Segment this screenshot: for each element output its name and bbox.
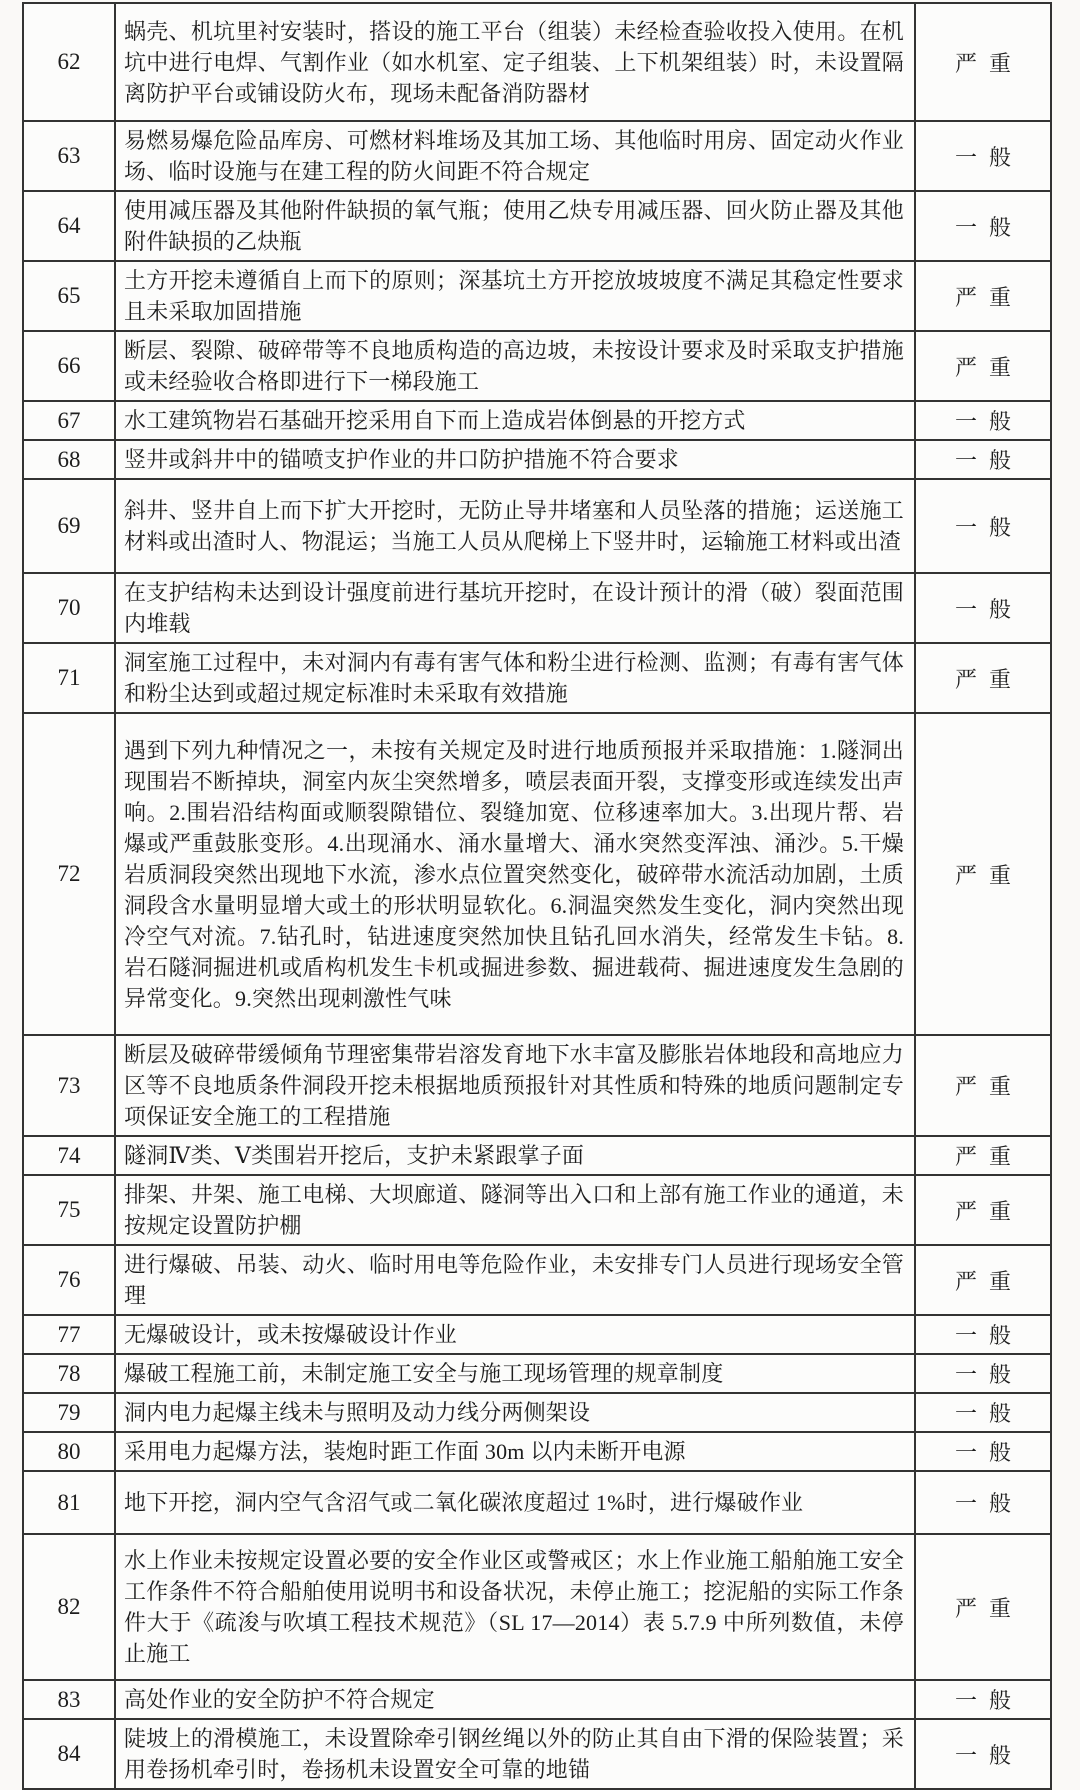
table-row [24,4,1052,122]
row-severity: 一般 [954,1688,1023,1713]
row-description: 地下开挖，洞内空气含沼气或二氧化碳浓度超过 1%时，进行爆破作业 [124,1490,804,1515]
row-description-cell [116,714,916,1034]
row-number: 83 [57,1686,81,1712]
row-description-cell [116,1176,916,1244]
row-description-cell [116,441,916,478]
table-row [24,192,1052,262]
row-number-cell [24,1433,116,1470]
table-row [24,441,1052,480]
row-number-cell [24,1176,116,1244]
table-row [24,122,1052,192]
row-description: 遇到下列九种情况之一，未按有关规定及时进行地质预报并采取措施：1.隧洞出现围岩不断掉块，洞室内灰尘突然增多，喷层表面开裂，支撑变形或连续发出声响。2.围岩沿结构面或顺裂隙错位、裂缝加宽、位移速率加大。3.出现片帮、岩爆或严重鼓胀变形。4.出现涌水、涌水量增大、涌水突然变浑浊、涌沙。5.干燥岩质洞段突然出现地下水流，渗水点位置突然变化，破碎带水流活动加剧，土质洞段含水量明显增大或土的形状明显软化。6.洞温突然发生变化，洞内突然出现冷空气对流。7.钻孔时，钻进速度突然加快且钻孔回水消失，经常发生卡钻。8.岩石隧洞掘进机或盾构机发生卡机或掘进参数、掘进载荷、掘进速度发生急剧的异常变化。9.突然出现刺激性气味 [124,737,904,1011]
row-severity: 严重 [954,1595,1023,1621]
row-severity-cell [916,1176,1052,1244]
row-description-cell [116,402,916,439]
row-number: 74 [57,1142,81,1168]
row-severity-cell [916,644,1052,712]
row-description: 采用电力起爆方法，装炮时距工作面 30m 以内未断开电源 [124,1439,686,1464]
row-number: 76 [57,1267,81,1292]
row-description: 无爆破设计，或未按爆破设计作业 [124,1322,458,1347]
row-severity: 严重 [954,1268,1023,1294]
row-number: 75 [57,1197,81,1222]
row-severity: 严重 [954,862,1023,888]
row-severity-cell [916,1316,1052,1353]
table-row [24,574,1052,644]
row-description-cell [116,1394,916,1431]
row-severity-cell [916,1681,1052,1718]
row-severity: 一般 [954,1440,1023,1465]
row-severity-cell [916,1720,1052,1788]
row-description: 排架、井架、施工电梯、大坝廊道、隧洞等出入口和上部有施工作业的通道，未按规定设置防护棚 [124,1182,904,1238]
row-severity: 一般 [954,1362,1023,1387]
table-row [24,644,1052,714]
row-number: 78 [57,1360,81,1386]
row-severity-cell [916,574,1052,642]
row-number-cell [24,644,116,712]
row-number: 79 [57,1399,81,1425]
row-number-cell [24,1394,116,1431]
row-severity-cell [916,262,1052,330]
row-number: 72 [57,861,81,886]
row-severity: 一般 [954,144,1023,170]
row-description-cell [116,1720,916,1788]
row-number: 68 [57,446,81,472]
row-number-cell [24,192,116,260]
row-number: 69 [57,513,81,538]
row-number: 80 [57,1438,81,1464]
row-description: 高处作业的安全防护不符合规定 [124,1687,435,1712]
row-description-cell [116,192,916,260]
row-number: 64 [57,213,81,238]
row-number-cell [24,1720,116,1788]
table-row [24,1355,1052,1394]
row-description: 土方开挖未遵循自上而下的原则；深基坑土方开挖放坡坡度不满足其稳定性要求且未采取加固措施 [124,268,904,324]
row-number-cell [24,1036,116,1135]
row-severity-cell [916,4,1052,120]
row-description-cell [116,1433,916,1470]
row-description: 水上作业未按规定设置必要的安全作业区或警戒区；水上作业施工船舶施工安全工作条件不符合船舶使用说明书和设备状况，未停止施工；挖泥船的实际工作条件大于《疏浚与吹填工程技术规范》（SL 17—2014）表 5.7.9 中所列数值，未停止施工 [124,1548,904,1666]
row-number: 67 [57,407,81,433]
row-number-cell [24,1472,116,1533]
row-description-cell [116,480,916,572]
row-severity-cell [916,332,1052,400]
row-description-cell [116,1681,916,1718]
row-number-cell [24,441,116,478]
row-number: 66 [57,353,81,378]
row-severity-cell [916,1036,1052,1135]
table-row [24,1246,1052,1316]
row-severity: 严重 [954,1198,1023,1224]
row-number-cell [24,1355,116,1392]
row-description: 使用减压器及其他附件缺损的氧气瓶；使用乙炔专用减压器、回火防止器及其他附件缺损的乙炔瓶 [124,198,904,254]
table-row [24,714,1052,1036]
row-severity: 一般 [954,596,1023,622]
row-number: 77 [57,1321,81,1347]
row-description-cell [116,262,916,330]
row-number-cell [24,1246,116,1314]
row-number-cell [24,332,116,400]
row-description: 洞内电力起爆主线未与照明及动力线分两侧架设 [124,1400,591,1425]
row-severity-cell [916,1137,1052,1174]
row-description: 陡坡上的滑模施工，未设置除牵引钢丝绳以外的防止其自由下滑的保险装置；采用卷扬机牵引时，卷扬机未设置安全可靠的地锚 [124,1726,904,1782]
row-number-cell [24,4,116,120]
safety-violations-table [22,2,1052,1790]
row-severity: 严重 [954,284,1023,310]
row-severity-cell [916,1355,1052,1392]
row-severity: 一般 [954,1401,1023,1426]
row-number-cell [24,574,116,642]
row-number-cell [24,1137,116,1174]
row-description: 竖井或斜井中的锚喷支护作业的井口防护措施不符合要求 [124,447,680,472]
row-number-cell [24,122,116,190]
row-description-cell [116,574,916,642]
row-severity-cell [916,1394,1052,1431]
row-severity: 严重 [954,1144,1023,1169]
row-severity-cell [916,714,1052,1034]
row-description: 爆破工程施工前，未制定施工安全与施工现场管理的规章制度 [124,1361,724,1386]
row-severity: 一般 [954,514,1023,540]
row-number: 73 [57,1072,81,1098]
table-row [24,1681,1052,1720]
row-number: 63 [57,143,81,168]
row-description: 水工建筑物岩石基础开挖采用自下而上造成岩体倒悬的开挖方式 [124,408,746,433]
row-number: 82 [57,1594,81,1619]
row-description: 在支护结构未达到设计强度前进行基坑开挖时，在设计预计的滑（破）裂面范围内堆载 [124,580,904,636]
row-severity: 一般 [954,409,1023,434]
row-description: 断层、裂隙、破碎带等不良地质构造的高边坡，未按设计要求及时采取支护措施或未经验收合格即进行下一梯段施工 [124,338,904,394]
row-severity-cell [916,1433,1052,1470]
row-severity-cell [916,122,1052,190]
row-description: 蜗壳、机坑里衬安装时，搭设的施工平台（组装）未经检查验收投入使用。在机坑中进行电焊、气割作业（如水机室、定子组装、上下机架组装）时，未设置隔离防护平台或铺设防火布，现场未配备消防器材 [124,18,904,106]
row-severity: 一般 [954,448,1023,473]
row-description-cell [116,332,916,400]
row-severity: 严重 [954,50,1023,76]
row-severity-cell [916,441,1052,478]
row-description-cell [116,1316,916,1353]
row-description-cell [116,122,916,190]
table-row [24,1316,1052,1355]
row-severity-cell [916,402,1052,439]
table-row [24,402,1052,441]
row-description-cell [116,1535,916,1679]
row-severity: 一般 [954,214,1023,240]
table-row [24,1720,1052,1790]
row-number-cell [24,480,116,572]
row-description-cell [116,4,916,120]
row-description: 洞室施工过程中，未对洞内有毒有害气体和粉尘进行检测、监测；有毒有害气体和粉尘达到或超过规定标准时未采取有效措施 [124,650,904,706]
table-row [24,1472,1052,1535]
row-severity-cell [916,1535,1052,1679]
table-row [24,1394,1052,1433]
row-number-cell [24,262,116,330]
table-row [24,1433,1052,1472]
row-severity: 严重 [954,354,1023,380]
row-severity: 一般 [954,1742,1023,1768]
row-number-cell [24,1316,116,1353]
row-description-cell [116,1036,916,1135]
row-severity: 严重 [954,666,1023,692]
row-number: 71 [57,665,81,690]
row-severity-cell [916,480,1052,572]
row-severity-cell [916,1246,1052,1314]
row-number-cell [24,714,116,1034]
row-description: 隧洞Ⅳ类、Ⅴ类围岩开挖后，支护未紧跟掌子面 [124,1143,585,1168]
row-severity: 一般 [954,1491,1023,1516]
row-severity: 一般 [954,1323,1023,1348]
row-description-cell [116,1137,916,1174]
table-row [24,1036,1052,1137]
table-row [24,1535,1052,1681]
row-number: 84 [57,1741,81,1766]
row-number-cell [24,1535,116,1679]
row-description-cell [116,1355,916,1392]
row-number: 70 [57,595,81,620]
row-number: 62 [57,49,81,74]
row-severity: 严重 [954,1074,1023,1099]
row-description: 斜井、竖井自上而下扩大开挖时，无防止导井堵塞和人员坠落的措施；运送施工材料或出渣时人、物混运；当施工人员从爬梯上下竖井时，运输施工材料或出渣 [124,498,904,554]
row-number-cell [24,1681,116,1718]
table-row [24,262,1052,332]
row-description-cell [116,1246,916,1314]
row-description: 进行爆破、吊装、动火、临时用电等危险作业，未安排专门人员进行现场安全管理 [124,1252,904,1308]
row-severity-cell [916,192,1052,260]
table-row [24,1137,1052,1176]
row-number: 81 [57,1489,81,1515]
row-number-cell [24,402,116,439]
table-row [24,1176,1052,1246]
row-description-cell [116,644,916,712]
row-severity-cell [916,1472,1052,1533]
table-row [24,332,1052,402]
row-description: 断层及破碎带缓倾角节理密集带岩溶发育地下水丰富及膨胀岩体地段和高地应力区等不良地质条件洞段开挖未根据地质预报针对其性质和特殊的地质问题制定专项保证安全施工的工程措施 [124,1042,904,1129]
row-description-cell [116,1472,916,1533]
row-number: 65 [57,283,81,308]
table-row [24,480,1052,574]
row-description: 易燃易爆危险品库房、可燃材料堆场及其加工场、其他临时用房、固定动火作业场、临时设施与在建工程的防火间距不符合规定 [124,128,904,184]
